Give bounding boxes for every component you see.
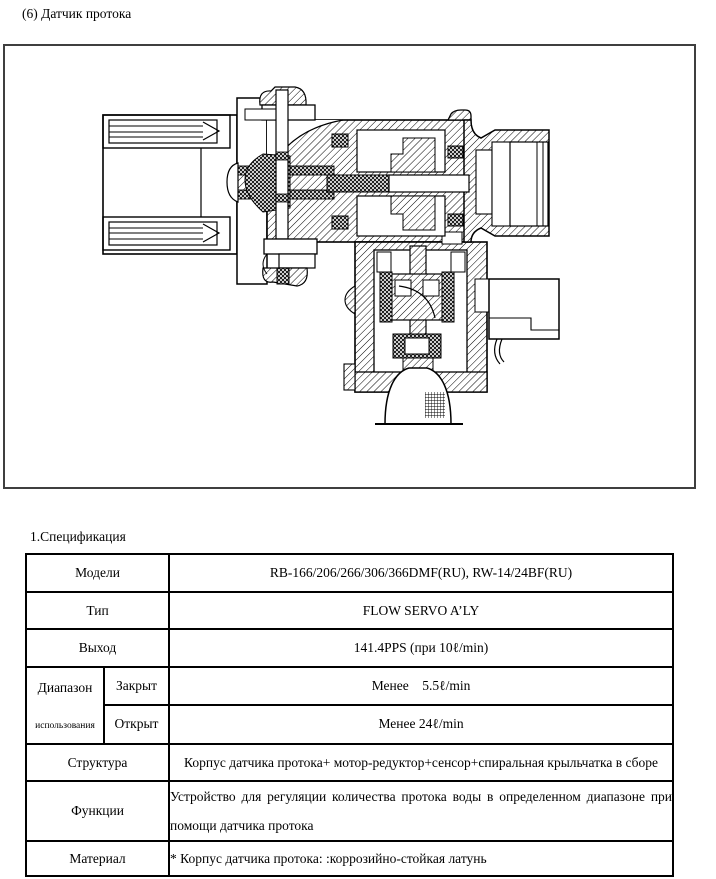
table-row-range-open [26,705,673,744]
figure-frame [3,44,696,489]
table-row-range-closed [26,667,673,705]
table-row-material [26,841,673,876]
range-label-line1: Диапазон [37,680,93,696]
row-value: Корпус датчика протока+ мотор-редуктор+сенсор+спиральная крыльчатка в сборе [169,744,673,781]
row-label: Функции [26,781,169,841]
row-value: RB-166/206/266/306/366DMF(RU), RW-14/24BF(RU) [169,554,673,592]
bottom-bolt [263,239,317,286]
row-label: Тип [26,592,169,629]
row-sublabel: Открыт [104,705,169,744]
range-group-label [26,667,104,744]
range-label-line2: использования [35,720,95,731]
row-label: Выход [26,629,169,667]
row-value: * Корпус датчика протока: :коррозийно-стойкая латунь [169,841,673,876]
spec-table [25,553,674,877]
table-row-structure [26,744,673,781]
section-title: 1.Спецификация [30,529,126,544]
row-value: Менее 5.5ℓ/min [169,667,673,705]
row-label: Структура [26,744,169,781]
motor-connector [103,115,237,254]
table-row-models [26,554,673,592]
table-row-functions [26,781,673,841]
row-value: FLOW SERVO A’LY [169,592,673,629]
table-row-type [26,592,673,629]
row-value: 141.4PPS (при 10ℓ/min) [169,629,673,667]
row-value: Устройство для регуляции количества протока воды в определенном диапазоне при помощи датчика протока [169,781,673,841]
row-sublabel: Закрыт [104,667,169,705]
page-title: (6) Датчик протока [22,6,132,21]
row-label: Материал [26,841,169,876]
table-row-output [26,629,673,667]
row-label: Модели [26,554,169,592]
flow-sensor-drawing [5,46,694,487]
row-value: Менее 24ℓ/min [169,705,673,744]
